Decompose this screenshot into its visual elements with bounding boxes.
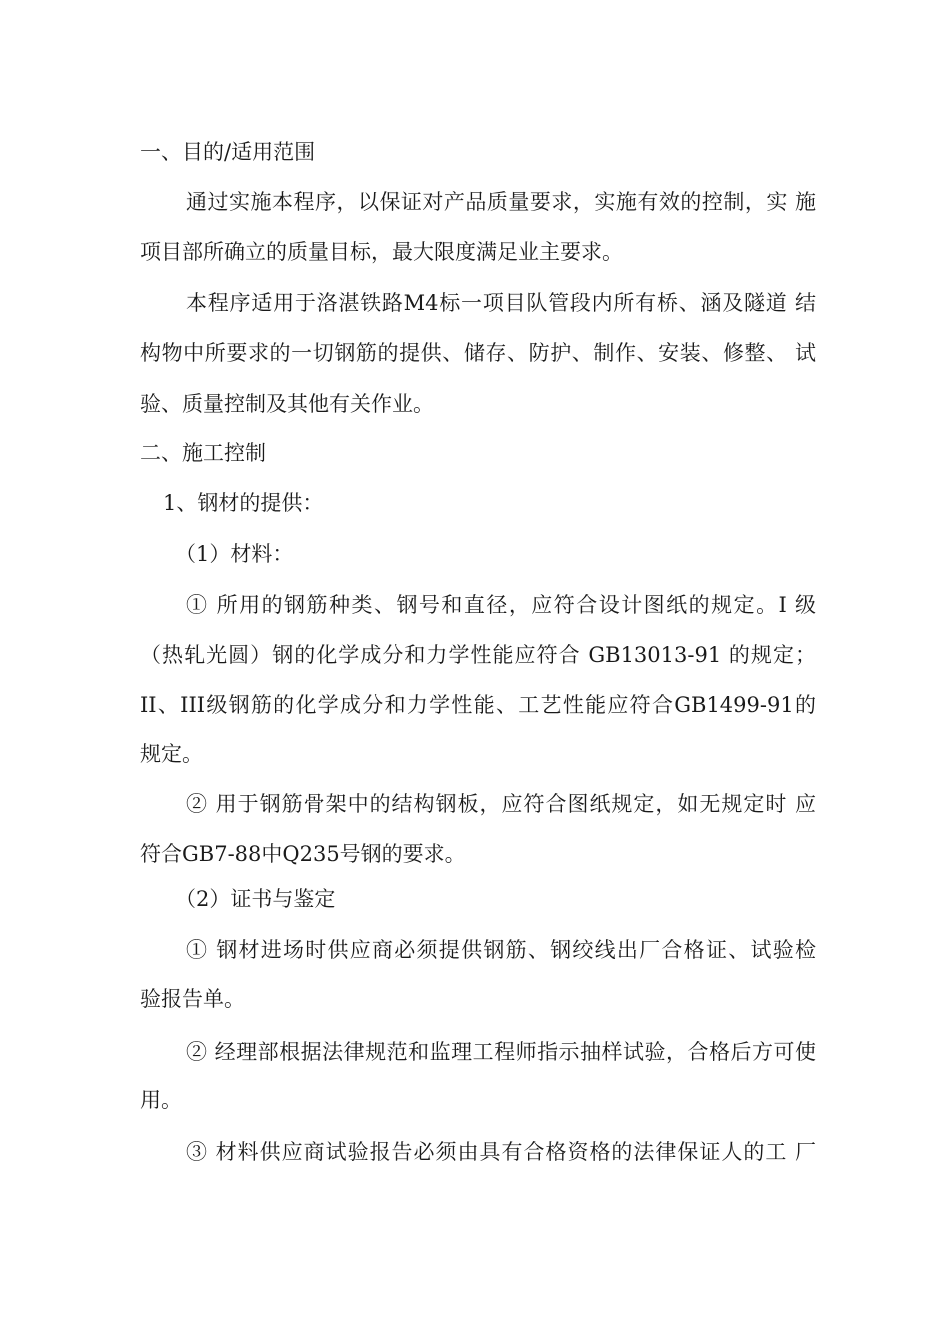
point2-line2: 符合GB7-88中Q235号钢的要求。 xyxy=(140,842,466,866)
section1-para1-line1: 通过实施本程序，以保证对产品质量要求，实施有效的控制，实 施 xyxy=(186,190,816,214)
sub1-heading: （1）材料： xyxy=(175,542,294,566)
point1-line3: II、III级钢筋的化学成分和力学性能、工艺性能应符合GB1499-91的 xyxy=(140,693,816,717)
cert3-line1: ③ 材料供应商试验报告必须由具有合格资格的法律保证人的工 厂 xyxy=(186,1140,816,1164)
sub2-heading: （2）证书与鉴定 xyxy=(175,887,336,911)
section1-heading: 一、目的/适用范围 xyxy=(140,140,316,164)
cert2-line1: ② 经理部根据法律规范和监理工程师指示抽样试验，合格后方可使 xyxy=(186,1040,816,1064)
section2-heading: 二、施工控制 xyxy=(140,441,266,465)
section1-para2-line1: 本程序适用于洛湛铁路M4标一项目队管段内所有桥、涵及隧道 结 xyxy=(186,291,816,315)
cert1-line2: 验报告单。 xyxy=(140,987,245,1011)
point1-line1: ① 所用的钢筋种类、钢号和直径，应符合设计图纸的规定。I 级 xyxy=(186,593,816,617)
point1-line2: （热轧光圆）钢的化学成分和力学性能应符合 GB13013-91 的规定； xyxy=(140,643,816,667)
point1-line4: 规定。 xyxy=(140,742,203,766)
section1-para1-line2: 项目部所确立的质量目标，最大限度满足业主要求。 xyxy=(140,240,623,264)
cert1-line1: ① 钢材进场时供应商必须提供钢筋、钢绞线出厂合格证、试验检 xyxy=(186,938,816,962)
cert2-line2: 用。 xyxy=(140,1088,182,1112)
point2-line1: ② 用于钢筋骨架中的结构钢板，应符合图纸规定，如无规定时 应 xyxy=(186,792,816,816)
section1-para2-line3: 验、质量控制及其他有关作业。 xyxy=(140,392,434,416)
item1-heading: 1、钢材的提供： xyxy=(163,491,324,515)
section1-para2-line2: 构物中所要求的一切钢筋的提供、储存、防护、制作、安装、修整、 试 xyxy=(140,341,816,365)
